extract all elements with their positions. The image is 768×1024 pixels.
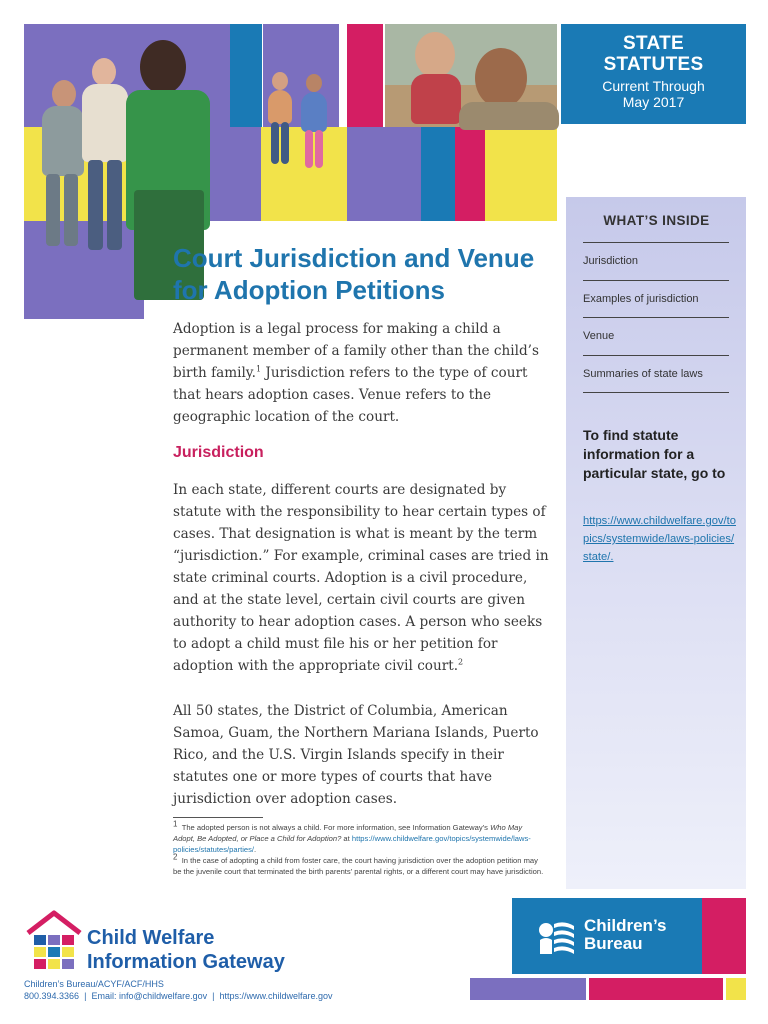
footnote-2-number: 2 xyxy=(173,852,178,862)
footnote-1 xyxy=(173,819,545,855)
footnote-1-at: at xyxy=(341,834,352,843)
footnote-1-end: . xyxy=(254,845,257,854)
logo-line-2: Information Gateway xyxy=(87,951,285,973)
badge-date-line1: Current Through xyxy=(602,78,705,94)
footnote-1-number: 1 xyxy=(173,819,178,829)
email-link[interactable]: Email: info@childwelfare.gov xyxy=(91,991,208,1001)
footnote-2 xyxy=(173,852,545,877)
intro-paragraph xyxy=(173,318,555,428)
footnote-1-title: Who May Adopt, Be Adopted, or Place a Child for Adoption? xyxy=(173,823,523,843)
footnote-ref-2[interactable]: 2 xyxy=(458,657,464,667)
badge-title-line2: STATUTES xyxy=(603,54,704,75)
intro-text: Adoption is a legal process for making a child a permanent member of a family other than the child’s birth family. xyxy=(173,321,539,381)
section-heading-jurisdiction: Jurisdiction xyxy=(173,444,264,461)
state-statutes-badge xyxy=(561,24,746,124)
sidebar-find-text: To find statute information for a particular state, go to xyxy=(583,427,726,481)
footnote-1-link[interactable]: https://www.childwelfare.gov/topics/systemwide/laws-policies/statutes/parties/ xyxy=(173,834,531,854)
sidebar-item-jurisdiction[interactable]: Jurisdiction xyxy=(583,243,729,281)
childrens-bureau-icon xyxy=(536,918,576,958)
childrens-bureau-text xyxy=(584,917,667,953)
cb-line-2: Bureau xyxy=(584,934,643,953)
phone-number: 800.394.3366 xyxy=(24,991,80,1001)
agency-line: Children’s Bureau/ACYF/ACF/HHS xyxy=(24,979,164,989)
intro-text-rest: Jurisdiction refers to the type of court that hears adoption cases. Venue refers to the geographic location of the court. xyxy=(173,365,528,425)
child-welfare-logo-text xyxy=(87,926,285,974)
website-link[interactable]: https://www.childwelfare.gov xyxy=(219,991,333,1001)
jurisdiction-paragraph-2: All 50 states, the District of Columbia, American Samoa, Guam, the Northern Mariana Islands, Puerto Rico, and the U.S. Virgin Islands specify in their statutes one or more types of courts that have jurisdiction over adoption cases. xyxy=(173,703,539,807)
paragraph-1-text: In each state, different courts are designated by statute with the responsibility to hear certain types of cases. That designation is what is meant by the term “jurisdiction.” For example, criminal cases are tried in state criminal courts. Adoption is a civil procedure, and at the state level, certain civil courts are given authority to hear adoption cases. A person who seeks to adopt a child must file his or her petition for adoption with the appropriate civil court. xyxy=(173,482,549,674)
page-title: Court Jurisdiction and Venue for Adoption Petitions xyxy=(173,243,535,305)
sidebar-contents-list xyxy=(583,242,729,393)
footnote-2-text: In the case of adopting a child from foster care, the court having jurisdiction over the adoption petition may be the juvenile court that terminated the birth parents’ parental rights, or a different court may have jurisdiction. xyxy=(173,856,544,876)
logo-line-1: Child Welfare xyxy=(87,927,215,949)
sidebar-state-laws-link[interactable]: https://www.childwelfare.gov/topics/systemwide/laws-policies/state/. xyxy=(583,515,736,563)
separator: | xyxy=(84,991,87,1001)
footnote-1-text: The adopted person is not always a child. For more information, see Information Gateway’s xyxy=(181,823,491,832)
sidebar-item-examples[interactable]: Examples of jurisdiction xyxy=(583,281,729,319)
child-welfare-house-icon xyxy=(24,907,84,975)
jurisdiction-paragraph-1 xyxy=(173,479,555,677)
whats-inside-sidebar xyxy=(566,197,746,889)
contact-info xyxy=(24,978,333,1002)
sidebar-heading: WHAT’S INSIDE xyxy=(603,213,710,228)
contact-line xyxy=(24,990,333,1002)
footnotes xyxy=(173,819,545,877)
sidebar-item-summaries[interactable]: Summaries of state laws xyxy=(583,356,729,394)
badge-date-line2: May 2017 xyxy=(622,94,685,110)
footnote-divider xyxy=(173,817,263,818)
separator: | xyxy=(212,991,215,1001)
badge-title-line1: STATE xyxy=(623,33,684,54)
footnote-ref-1[interactable]: 1 xyxy=(256,364,262,374)
sidebar-item-venue[interactable]: Venue xyxy=(583,318,729,356)
cb-line-1: Children’s xyxy=(584,916,667,935)
